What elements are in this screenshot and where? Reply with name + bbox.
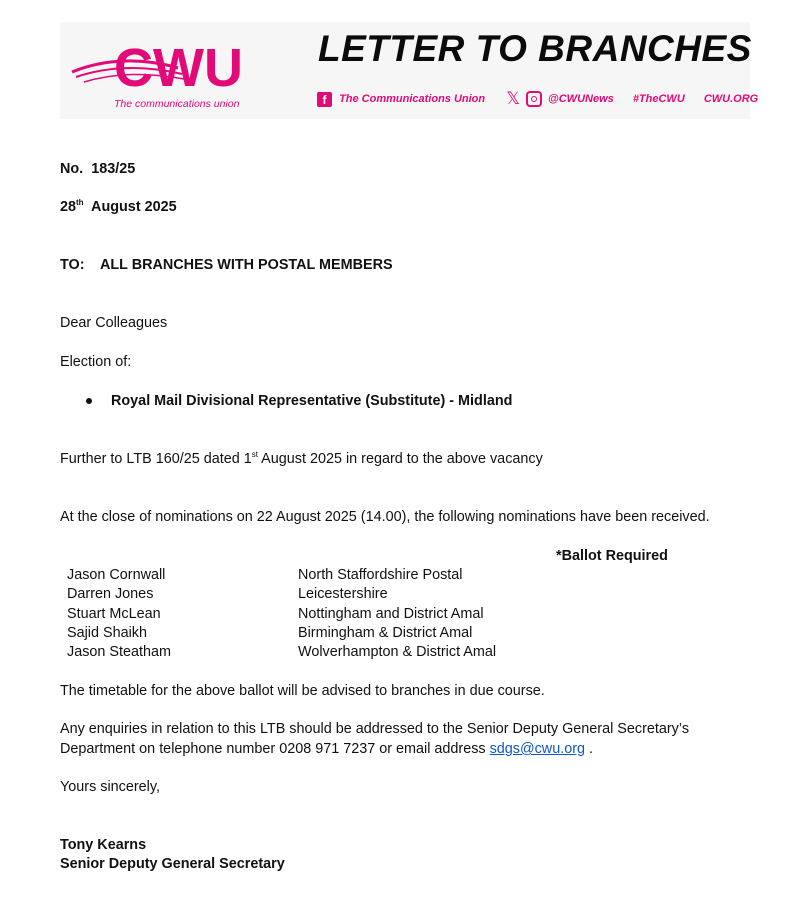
table-row bbox=[67, 605, 567, 624]
hashtag: #TheCWU bbox=[632, 93, 685, 105]
facebook-label[interactable]: The Communications Union bbox=[339, 93, 486, 105]
enquiries-end: . bbox=[589, 741, 594, 757]
nominations-table bbox=[67, 566, 567, 662]
enquiries-line-1: Any enquiries in relation to this LTB should be addressed to the Senior Deputy General Secretary’s bbox=[60, 721, 690, 737]
letter-date bbox=[60, 198, 177, 216]
election-intro: Election of: bbox=[60, 354, 132, 370]
addressee bbox=[60, 256, 393, 274]
cwu-logo-mark bbox=[66, 28, 266, 98]
cwu-logo bbox=[66, 28, 266, 112]
nominee-name: Darren Jones bbox=[67, 586, 154, 603]
election-position: Royal Mail Divisional Representative (Substitute) - Midland bbox=[111, 393, 513, 409]
nominee-name: Jason Cornwall bbox=[67, 567, 166, 583]
date-suffix: th bbox=[76, 198, 84, 207]
instagram-icon bbox=[526, 91, 542, 107]
nominee-branch: Nottingham and District Amal bbox=[298, 605, 484, 622]
email-link[interactable]: sdgs@cwu.org bbox=[489, 741, 586, 757]
table-row bbox=[67, 624, 567, 643]
signatory-title: Senior Deputy General Secretary bbox=[60, 856, 285, 872]
letter-number-value: 183/25 bbox=[91, 161, 136, 177]
to-value: ALL BRANCHES WITH POSTAL MEMBERS bbox=[100, 257, 393, 273]
website-link[interactable]: CWU.ORG bbox=[703, 93, 759, 105]
social-links bbox=[317, 89, 758, 107]
ballot-required: *Ballot Required bbox=[556, 548, 668, 564]
enquiries-text: Department on telephone number 0208 971 7237 or email address bbox=[60, 741, 486, 757]
close-of-nominations: At the close of nominations on 22 August 2025 (14.00), the following nominations have been received. bbox=[60, 509, 710, 525]
table-row bbox=[67, 585, 567, 604]
letter-number bbox=[60, 160, 135, 178]
date-rest: August 2025 bbox=[91, 199, 177, 215]
table-row bbox=[67, 643, 567, 662]
to-label: TO: bbox=[60, 257, 85, 273]
signoff: Yours sincerely, bbox=[60, 779, 160, 795]
table-row bbox=[67, 566, 567, 585]
banner-title: LETTER TO BRANCHES bbox=[318, 28, 752, 69]
further-rest: August 2025 in regard to the above vacancy bbox=[257, 451, 543, 467]
date-day: 28 bbox=[60, 199, 77, 215]
nominee-name: Stuart McLean bbox=[67, 605, 161, 622]
signatory-name: Tony Kearns bbox=[60, 837, 147, 853]
further-to-text bbox=[60, 450, 543, 468]
header-banner bbox=[60, 22, 759, 119]
bullet-icon bbox=[86, 398, 92, 404]
nominee-branch: Leicestershire bbox=[298, 586, 388, 603]
salutation: Dear Colleagues bbox=[60, 315, 168, 331]
enquiries-line-2 bbox=[60, 740, 593, 758]
logo-tagline: The communications union bbox=[114, 98, 240, 110]
nominee-branch: Wolverhampton & District Amal bbox=[298, 644, 497, 661]
further-sup: st bbox=[251, 450, 258, 459]
logo-text: CWU bbox=[114, 38, 243, 98]
facebook-icon: f bbox=[317, 92, 332, 107]
further-prefix: Further to LTB 160/25 dated 1 bbox=[60, 451, 252, 467]
nominee-name: Jason Steatham bbox=[67, 644, 171, 661]
letter-number-label: No. bbox=[60, 161, 84, 177]
social-handle[interactable]: @CWUNews bbox=[548, 93, 614, 105]
timetable-text: The timetable for the above ballot will be advised to branches in due course. bbox=[60, 683, 545, 699]
nominee-branch: Birmingham & District Amal bbox=[298, 624, 473, 641]
nominee-branch: North Staffordshire Postal bbox=[298, 567, 463, 583]
nominee-name: Sajid Shaikh bbox=[67, 624, 147, 641]
x-icon: 𝕏 bbox=[506, 89, 520, 108]
